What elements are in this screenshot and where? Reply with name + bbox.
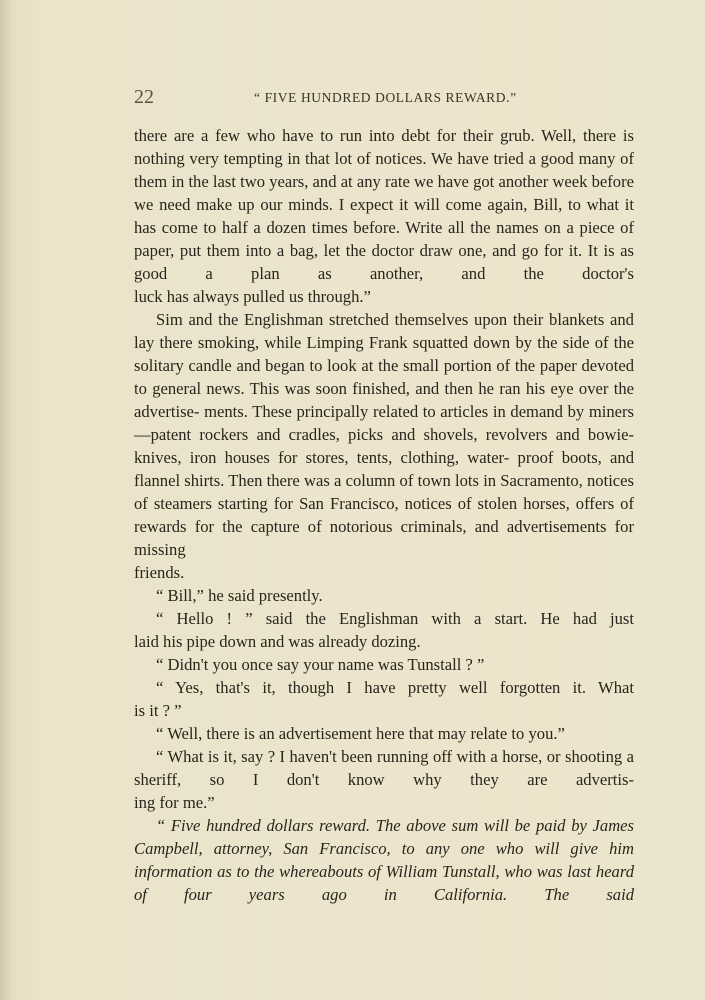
running-title: “ FIVE HUNDRED DOLLARS REWARD.”: [254, 90, 517, 105]
text-line: laid his pipe down and was already dozing.: [134, 632, 421, 651]
text-line: the small portion of the paper devoted to general news. This: [134, 356, 634, 398]
text-line: “ Well, there is an advertisement here that may relate to you.”: [156, 724, 565, 743]
text-line: Francisco, notices of stolen horses, offers of rewards for the: [134, 494, 635, 536]
paragraph-end-line: [134, 561, 634, 584]
paragraph: [134, 745, 634, 791]
text-line: “ Five hundred dollars reward. The above sum will be paid: [156, 816, 566, 835]
text-line: friends.: [134, 563, 185, 582]
text-line: any rate we have got another week before we need make up: [134, 172, 634, 214]
text-line: and bowie-knives, iron houses for stores, tents, clothing, water-: [134, 425, 634, 467]
text-line: blankets and lay there smoking, while Limping Frank squatted: [134, 310, 634, 352]
text-line: have tried a good many of them in the last two years, and at: [134, 149, 634, 191]
paragraph-end-line: [134, 630, 634, 653]
text-line: was soon finished, and then he ran his eye over the advertise-: [134, 379, 634, 421]
page-body-text: [134, 124, 634, 906]
paragraph-end-line: [134, 285, 634, 308]
text-line: luck has always pulled us through.”: [134, 287, 371, 306]
paragraph-end-line: [134, 791, 634, 814]
text-line: proof boots, and flannel shirts. Then there was a column of: [134, 448, 634, 490]
text-line: Sim and the Englishman stretched themselves upon their: [156, 310, 544, 329]
text-line: give him information as to the whereabouts of William Tunstall,: [134, 839, 634, 881]
page-spine-shadow: [0, 0, 12, 1000]
text-line: ing for me.”: [134, 793, 215, 812]
text-line: down by the side of the solitary candle and began to look at: [134, 333, 635, 375]
paragraph: [134, 722, 634, 745]
text-line: “ Bill,” he said presently.: [156, 586, 323, 605]
paragraph: [134, 308, 634, 561]
text-line: capture of notorious criminals, and advertisements for missing: [134, 517, 634, 559]
paragraph-end-line: [134, 699, 634, 722]
paragraph: [134, 653, 634, 676]
text-line: “ Hello ! ” said the Englishman with a start. He had just: [156, 609, 634, 628]
text-line: and go for it. It is as good a plan as another, and the doctor's: [134, 241, 634, 283]
text-line: is it ? ”: [134, 701, 182, 720]
paragraph: [134, 584, 634, 607]
paragraph: [134, 607, 634, 630]
text-line: “ What is it, say ? I haven't been running off with a horse,: [156, 747, 543, 766]
text-line: there is nothing very tempting in that lot of notices. We: [134, 126, 634, 168]
text-line: piece of paper, put them into a bag, let the doctor draw one,: [134, 218, 635, 260]
text-line: there are a few who have to run into debt for their grub. Well,: [134, 126, 577, 145]
text-line: by James Campbell, attorney, San Francisco, to any one who will: [134, 816, 635, 858]
page-header: [134, 86, 634, 110]
text-line: town lots in Sacramento, notices of steamers starting for San: [134, 471, 634, 513]
paragraph: [134, 124, 634, 285]
text-line: “ Didn't you once say your name was Tunstall ? ”: [156, 655, 485, 674]
text-line: our minds. I expect it will come again, Bill, to what it has: [134, 195, 634, 237]
text-line: who was last heard of four years ago in California. The said: [134, 862, 634, 904]
text-line: come to half a dozen times before. Write all the names on a: [161, 218, 574, 237]
page-number: 22: [134, 86, 154, 108]
text-line: or shooting a sheriff, so I don't know why they are advertis-: [134, 747, 634, 789]
text-line: “ Yes, that's it, though I have pretty well forgotten it. What: [156, 678, 634, 697]
text-line: miners—patent rockers and cradles, picks and shovels, revolvers: [134, 402, 634, 444]
text-line: ments. These principally related to articles in demand by: [204, 402, 585, 421]
advertisement-quote: [134, 814, 634, 906]
paragraph: [134, 676, 634, 699]
